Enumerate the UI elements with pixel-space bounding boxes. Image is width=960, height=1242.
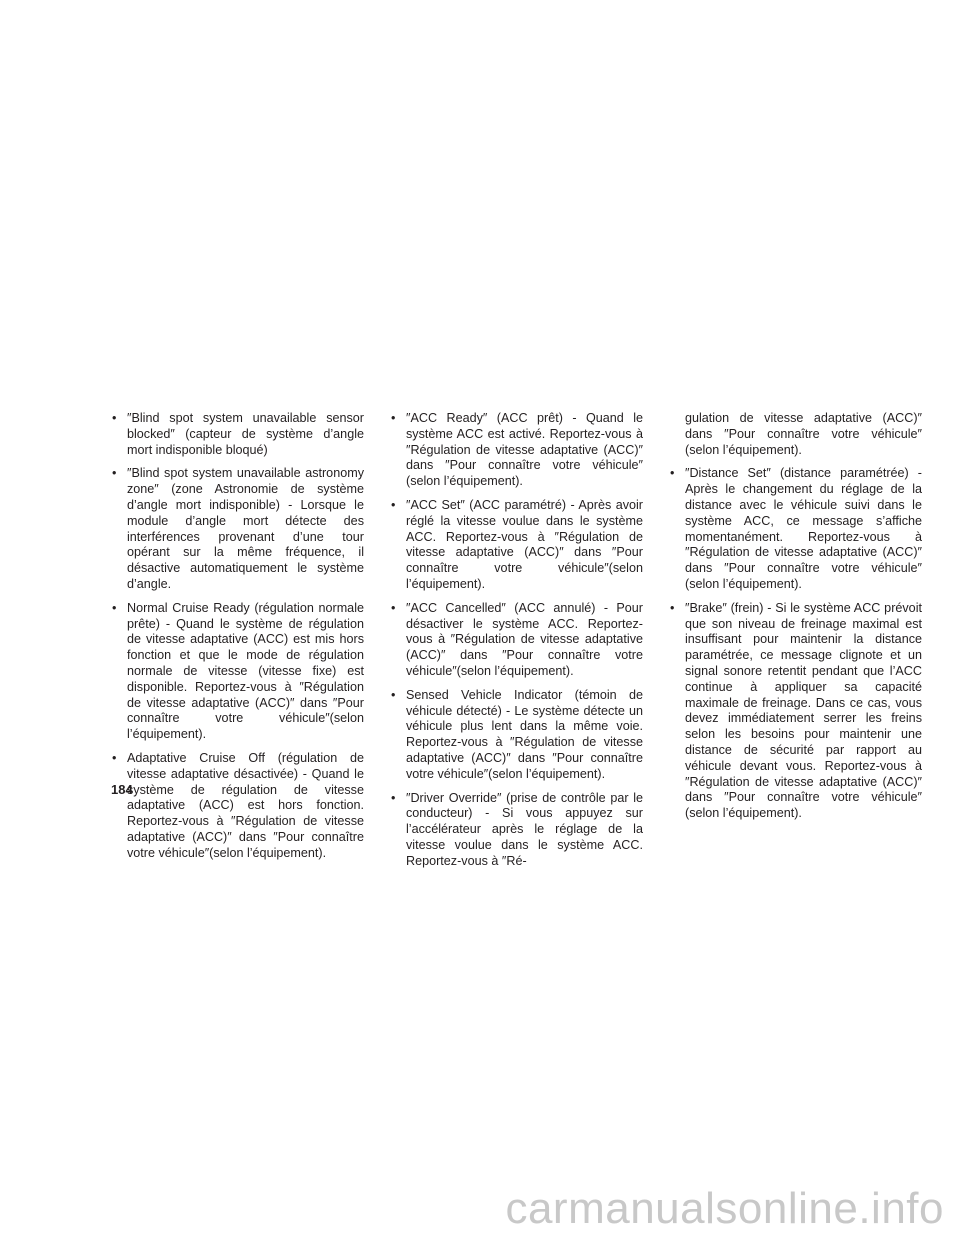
- bullet-icon: •: [391, 411, 396, 425]
- page-number: 184: [111, 782, 133, 797]
- list-item: [669, 466, 922, 592]
- list-item: [390, 601, 643, 680]
- list-item-text: ″Brake″ (frein) - Si le système ACC prévoit que son niveau de freinage maximal est insuffisant pour maintenir la distance paramétrée, ce message clignote et un signal sonore retentit pendant que l’ACC continue à appliquer sa capacité maximale de freinage. Dans ce cas, vous devez immédiatement serrer les freins selon les besoins pour maintenir une distance de sécurité par rapport au véhicule devant vous. Reportez-vous à ″Régulation de vitesse adaptative (ACC)″ dans ″Pour connaître votre véhicule″(selon l’équipement).: [685, 600, 922, 821]
- bullet-icon: •: [391, 497, 396, 512]
- bullet-icon: •: [112, 411, 117, 425]
- list-item: [111, 751, 364, 862]
- list-item: [111, 466, 364, 592]
- list-item-text: ″ACC Set″ (ACC paramétré) - Après avoir réglé la vitesse voulue dans le système ACC. Reportez-vous à ″Régulation de vitesse adaptative (ACC)″ dans ″Pour connaître votre véhicule″(selon l’équipement).: [406, 497, 643, 591]
- list-item: [111, 411, 364, 458]
- bullet-icon: •: [391, 790, 396, 805]
- continued-text: gulation de vitesse adaptative (ACC)″ dans ″Pour connaître votre véhicule″(selon l’équipement).: [685, 411, 922, 457]
- bullet-icon: •: [112, 750, 117, 765]
- list-item-text: ″Driver Override″ (prise de contrôle par le conducteur) - Si vous appuyez sur l’accélérateur après le réglage de la vitesse voulue dans le système ACC. Reportez-vous à ″Ré-: [406, 790, 643, 868]
- bullet-icon: •: [670, 466, 675, 481]
- text-column-3: [669, 411, 922, 830]
- bullet-icon: •: [391, 600, 396, 615]
- bullet-icon: •: [670, 600, 675, 615]
- bullet-icon: •: [391, 687, 396, 702]
- list-item: [669, 601, 922, 822]
- list-item-text: ″ACC Cancelled″ (ACC annulé) - Pour désactiver le système ACC. Reportez-vous à ″Régulation de vitesse adaptative (ACC)″ dans ″Pour connaître votre véhicule″(selon l’équipement).: [406, 600, 643, 678]
- list-item-text: Normal Cruise Ready (régulation normale prête) - Quand le système de régulation de vitesse adaptative (ACC) est mis hors fonction et que le mode de régulation normale de vitesse (vitesse fixe) est disponible. Reportez-vous à ″Régulation de vitesse adaptative (ACC)″ dans ″Pour connaître votre véhicule″(selon l’équipement).: [127, 600, 364, 742]
- list-item: [390, 498, 643, 593]
- text-column-2: [390, 411, 643, 878]
- list-item-text: Adaptative Cruise Off (régulation de vitesse adaptative désactivée) - Quand le système de régulation de vitesse adaptative (ACC) est hors fonction. Reportez-vous à ″Régulation de vitesse adaptative (ACC)″ dans ″Pour connaître votre véhicule″(selon l’équipement).: [127, 750, 364, 860]
- watermark-text: carmanualsonline.info: [505, 1184, 944, 1233]
- list-item-text: ″Distance Set″ (distance paramétrée) - Après le changement du réglage de la distance avec le véhicule suivi dans le système ACC, ce message s’affiche momentanément. Reportez-vous à ″Régulation de vitesse adaptative (ACC)″ dans ″Pour connaître votre véhicule″(selon l’équipement).: [685, 466, 922, 591]
- text-column-1: [111, 411, 364, 870]
- list-item-text: ″Blind spot system unavailable sensor blocked″ (capteur de système d’angle mort indisponible bloqué): [127, 411, 364, 457]
- list-item-text: ″Blind spot system unavailable astronomy zone″ (zone Astronomie de système d’angle mort indisponible) - Lorsque le module d’angle mort détecte des interférences provenant d’une tour opérant sur la même fréquence, il désactive automatiquement le système d’angle.: [127, 466, 364, 591]
- list-item-text: Sensed Vehicle Indicator (témoin de véhicule détecté) - Le système détecte un véhicule plus lent dans la même voie. Reportez-vous à ″Régulation de vitesse adaptative (ACC)″ dans ″Pour connaître votre véhicule″(selon l’équipement).: [406, 687, 643, 781]
- list-item: [111, 601, 364, 743]
- list-item: [390, 791, 643, 870]
- list-item: [390, 688, 643, 783]
- bullet-icon: •: [112, 466, 117, 481]
- list-item-text: ″ACC Ready″ (ACC prêt) - Quand le système ACC est activé. Reportez-vous à ″Régulation de vitesse adaptative (ACC)″ dans ″Pour connaître votre véhicule″(selon l’équipement).: [406, 411, 643, 489]
- list-item: [390, 411, 643, 490]
- bullet-icon: •: [112, 600, 117, 615]
